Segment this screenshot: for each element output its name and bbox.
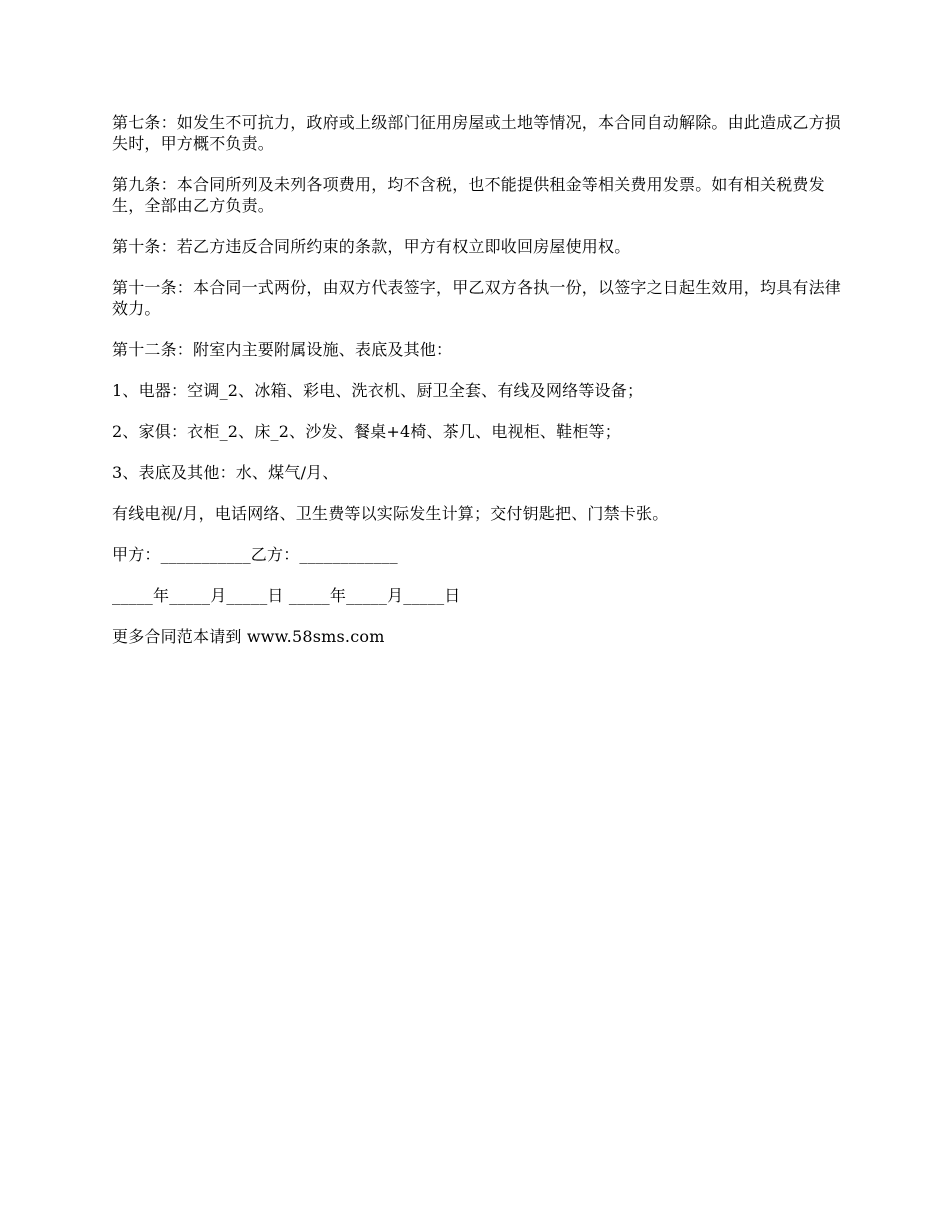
furniture-item: 2、家俱：衣柜_2、床_2、沙发、餐桌+4椅、茶几、电视柜、鞋柜等； (112, 422, 621, 441)
signature-line: 甲方：___________乙方：____________ (112, 545, 398, 564)
clause-9: 第九条：本合同所列及未列各项费用，均不含税，也不能提供租金等相关费用发票。如有相关税费发生，全部由乙方负责。 (112, 175, 825, 215)
clause-7: 第七条：如发生不可抗力，政府或上级部门征用房屋或土地等情况，本合同自动解除。由此造成乙方损失时，甲方概不负责。 (112, 113, 842, 153)
clause-12: 第十二条：附室内主要附属设施、表底及其他： (112, 340, 453, 359)
clause-11: 第十一条：本合同一式两份，由双方代表签字，甲乙双方各执一份，以签字之日起生效用，均具有法律效力。 (112, 278, 842, 318)
document-page (112, 112, 847, 667)
clause-10: 第十条：若乙方违反合同所约束的条款，甲方有权立即收回房屋使用权。 (112, 237, 631, 256)
appliances-item: 1、电器：空调_2、冰箱、彩电、洗衣机、厨卫全套、有线及网络等设备； (112, 381, 644, 400)
utilities-note: 有线电视/月，电话网络、卫生费等以实际发生计算；交付钥匙把、门禁卡张。 (112, 504, 669, 523)
date-line: _____年_____月_____日 _____年_____月_____日 (112, 586, 461, 605)
meters-item: 3、表底及其他：水、煤气/月、 (112, 463, 339, 482)
footer-note: 更多合同范本请到 www.58sms.com (112, 627, 385, 646)
